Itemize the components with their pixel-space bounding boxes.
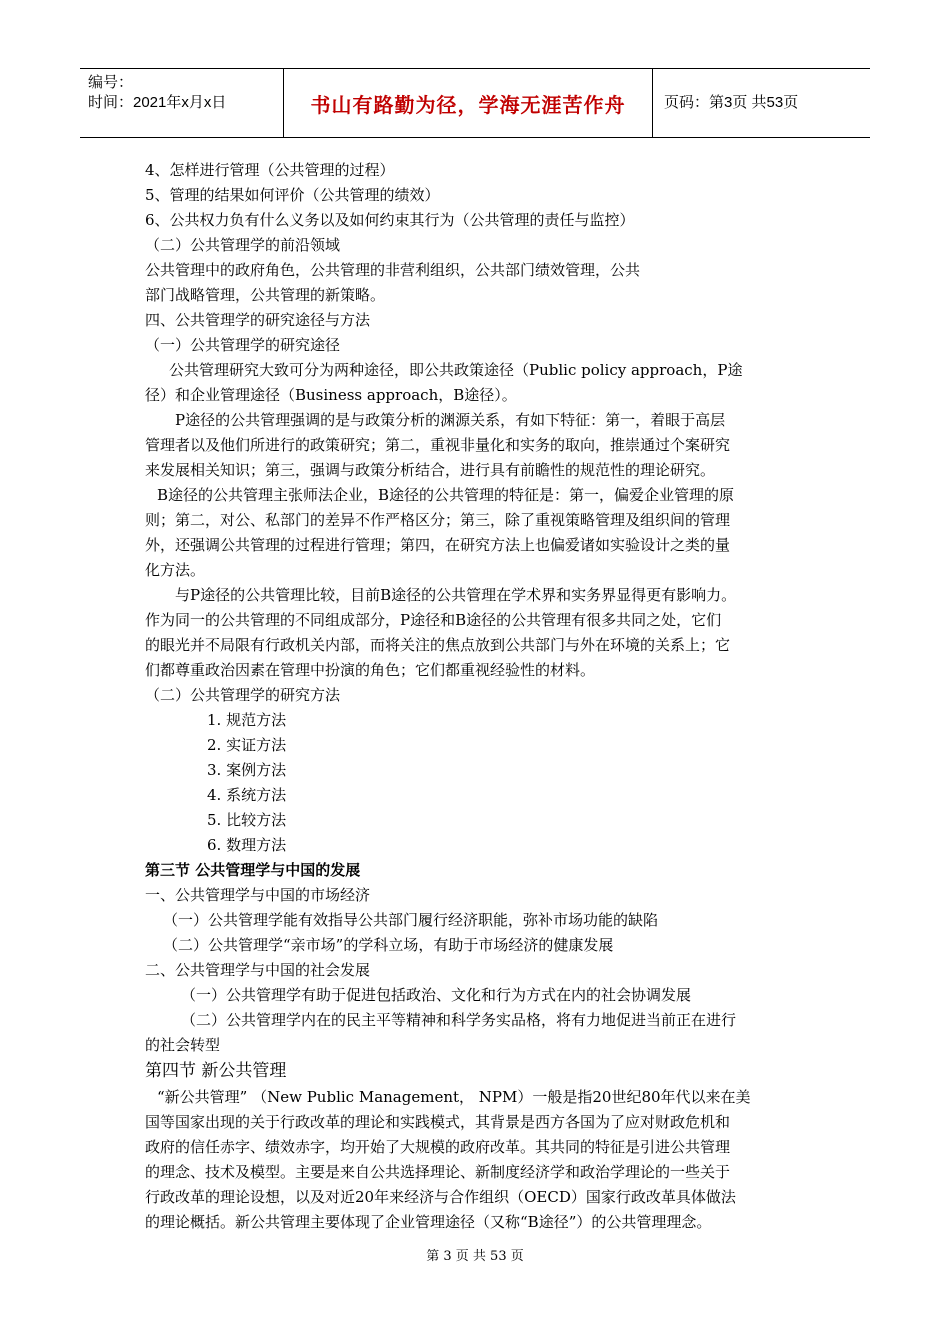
text-line: 与P途径的公共管理比较，目前B途径的公共管理在学术界和实务界显得更有影响力。 xyxy=(175,586,737,604)
text-line: 的社会转型 xyxy=(145,1036,221,1054)
text-line: B途径的公共管理主张师法企业，B途径的公共管理的特征是：第一，偏爱企业管理的原 xyxy=(157,486,735,504)
text-line: 外，还强调公共管理的过程进行管理；第四，在研究方法上也偏爱诸如实验设计之类的量 xyxy=(145,536,731,554)
text-line: 四、公共管理学的研究途径与方法 xyxy=(145,311,371,329)
text-line: 4、怎样进行管理（公共管理的过程） xyxy=(145,161,395,179)
text-line: 行政改革的理论设想，以及对近20年来经济与合作组织（OECD）国家行政改革具体做法 xyxy=(145,1188,736,1206)
text-line: （二）公共管理学的研究方法 xyxy=(145,686,341,704)
text-line: 2. 实证方法 xyxy=(207,736,287,754)
text-line: 4. 系统方法 xyxy=(207,786,287,804)
text-line: 5、管理的结果如何评价（公共管理的绩效） xyxy=(145,186,440,204)
text-line: 一、公共管理学与中国的市场经济 xyxy=(145,886,371,904)
text-line: 作为同一的公共管理的不同组成部分，P途径和B途径的公共管理有很多共同之处，它们 xyxy=(145,611,722,629)
text-line: （二）公共管理学“亲市场”的学科立场，有助于市场经济的健康发展 xyxy=(163,936,614,954)
text-line: （二）公共管理学内在的民主平等精神和科学务实品格，将有力地促进当前正在进行 xyxy=(181,1011,737,1029)
text-line: 管理者以及他们所进行的政策研究；第二，重视非量化和实务的取向，推崇通过个案研究 xyxy=(145,436,731,454)
text-line: （一）公共管理学能有效指导公共部门履行经济职能，弥补市场功能的缺陷 xyxy=(163,911,659,929)
text-line: 化方法。 xyxy=(145,561,206,579)
text-line: “新公共管理” （New Public Management， NPM）一般是指20世纪80年代以来在美 xyxy=(157,1088,751,1106)
section-heading: 第三节 公共管理学与中国的发展 xyxy=(145,861,361,879)
text-line: 们都尊重政治因素在管理中扮演的角色；它们都重视经验性的材料。 xyxy=(145,661,596,679)
text-line: （一）公共管理学有助于促进包括政治、文化和行为方式在内的社会协调发展 xyxy=(181,986,692,1004)
page-footer: 第 3 页 共 53 页 xyxy=(426,1249,524,1264)
text-line: 公共管理研究大致可分为两种途径，即公共政策途径（Public policy approach，P途 xyxy=(169,361,743,379)
header-meta xyxy=(80,69,284,137)
text-line: 则；第二，对公、私部门的差异不作严格区分；第三，除了重视策略管理及组织间的管理 xyxy=(145,511,731,529)
text-line: P途径的公共管理强调的是与政策分析的渊源关系，有如下特征：第一，着眼于高层 xyxy=(175,411,726,429)
date-label: 时间：2021年x月x日 xyxy=(88,94,227,111)
text-line: 部门战略管理，公共管理的新策略。 xyxy=(145,286,386,304)
text-line: 政府的信任赤字、绩效赤字，均开始了大规模的政府改革。其共同的特征是引进公共管理 xyxy=(145,1138,731,1156)
text-line: 径）和企业管理途径（Business approach，B途径）。 xyxy=(145,386,517,404)
text-line: 1. 规范方法 xyxy=(207,711,287,729)
text-line: 来发展相关知识；第三，强调与政策分析结合，进行具有前瞻性的规范性的理论研究。 xyxy=(145,461,716,479)
header-motto: 书山有路勤为径，学海无涯苦作舟 xyxy=(284,69,653,137)
text-line: 的理念、技术及模型。主要是来自公共选择理论、新制度经济学和政治学理论的一些关于 xyxy=(145,1163,731,1181)
page-header xyxy=(80,68,870,138)
text-line: 的理论概括。新公共管理主要体现了企业管理途径（又称“B途径”）的公共管理理念。 xyxy=(145,1213,712,1231)
text-line: 的眼光并不局限有行政机关内部，而将关注的焦点放到公共部门与外在环境的关系上；它 xyxy=(145,636,731,654)
text-line: （二）公共管理学的前沿领域 xyxy=(145,236,341,254)
header-page-info: 页码：第3页 共53页 xyxy=(664,94,799,111)
text-line: （一）公共管理学的研究途径 xyxy=(145,336,341,354)
text-line: 3. 案例方法 xyxy=(207,761,287,779)
text-line: 二、公共管理学与中国的社会发展 xyxy=(145,961,371,979)
serial-label: 编号： xyxy=(88,74,134,91)
text-line: 6. 数理方法 xyxy=(207,836,287,854)
text-line: 国等国家出现的关于行政改革的理论和实践模式，其背景是西方各国为了应对财政危机和 xyxy=(145,1113,731,1131)
document-body xyxy=(145,158,805,1235)
text-line: 公共管理中的政府角色，公共管理的非营利组织，公共部门绩效管理，公共 xyxy=(145,261,641,279)
text-line: 5. 比较方法 xyxy=(207,811,287,829)
section-heading: 第四节 新公共管理 xyxy=(145,1061,287,1081)
text-line: 6、公共权力负有什么义务以及如何约束其行为（公共管理的责任与监控） xyxy=(145,211,635,229)
